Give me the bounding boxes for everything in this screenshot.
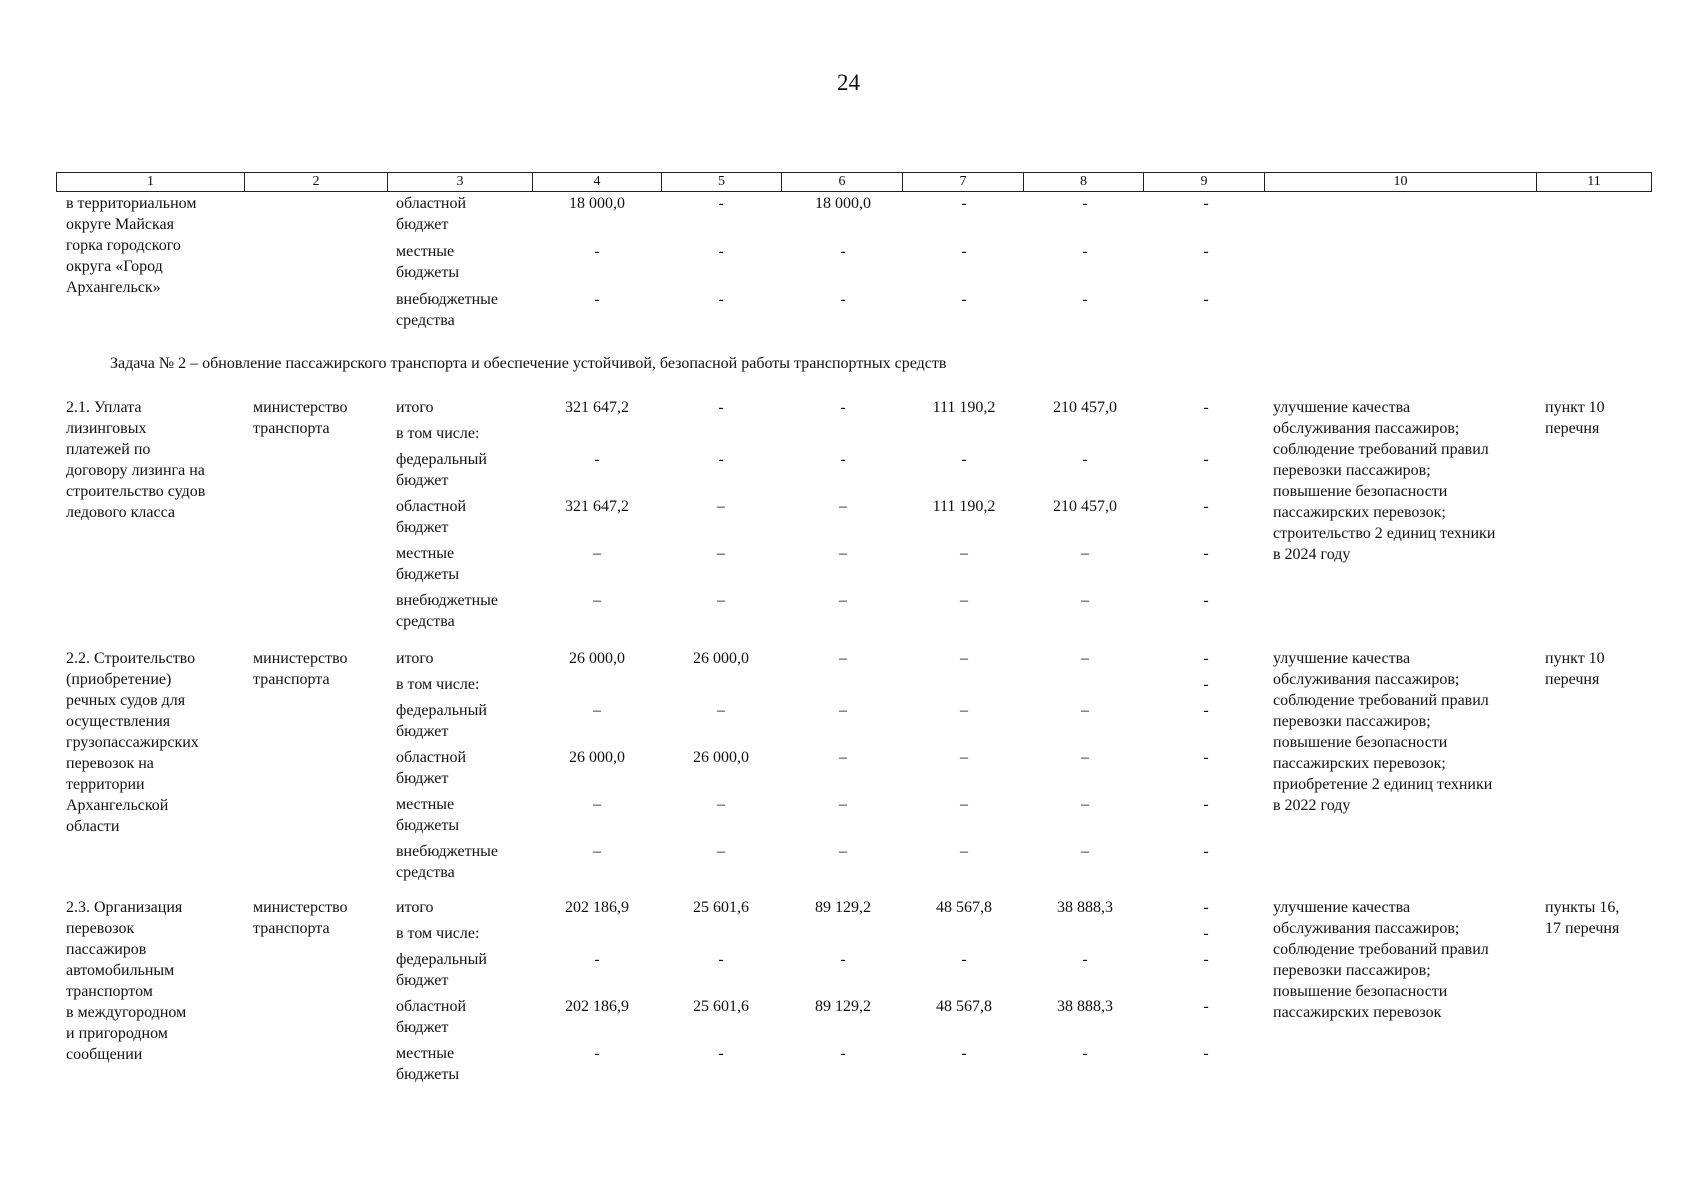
- value-cell: 18 000,0: [569, 195, 625, 212]
- value-cell: -: [1203, 498, 1209, 515]
- value-cell: –: [960, 592, 968, 609]
- measure-name: строительство судов: [66, 483, 206, 500]
- value-cell: -: [1203, 650, 1209, 667]
- value-cell: 321 647,2: [565, 399, 629, 416]
- measure-name: перевозок на: [66, 755, 154, 772]
- funding-source-label: федеральный: [396, 702, 487, 719]
- value-cell: -: [961, 195, 967, 212]
- measure-name: Архангельск»: [66, 279, 161, 296]
- value-cell: –: [839, 749, 847, 766]
- value-cell: -: [1203, 702, 1209, 719]
- value-cell: -: [1203, 951, 1209, 968]
- value-cell: –: [1081, 749, 1089, 766]
- executor: транспорта: [253, 420, 330, 437]
- value-cell: -: [840, 451, 846, 468]
- value-cell: 38 888,3: [1057, 899, 1113, 916]
- measure-name: пассажиров: [66, 941, 147, 958]
- measure-name: платежей по: [66, 441, 151, 458]
- value-cell: -: [594, 951, 600, 968]
- reference: перечня: [1545, 420, 1600, 437]
- funding-source-label: местные: [396, 243, 455, 260]
- value-cell: -: [1082, 951, 1088, 968]
- value-cell: 26 000,0: [693, 749, 749, 766]
- column-number: 3: [388, 173, 533, 192]
- value-cell: –: [839, 843, 847, 860]
- value-cell: 321 647,2: [565, 498, 629, 515]
- measure-name: и пригородном: [66, 1025, 168, 1042]
- reference: 17 перечня: [1545, 920, 1620, 937]
- value-cell: –: [593, 702, 601, 719]
- funding-source-label: бюджеты: [396, 817, 460, 834]
- funding-source-label: внебюджетные: [396, 843, 498, 860]
- measure-name: договору лизинга на: [66, 462, 205, 479]
- expected-result: приобретение 2 единиц техники: [1273, 776, 1493, 793]
- measure-name: речных судов для: [66, 692, 186, 709]
- value-cell: -: [961, 951, 967, 968]
- value-cell: –: [593, 796, 601, 813]
- value-cell: 18 000,0: [815, 195, 871, 212]
- value-cell: -: [594, 451, 600, 468]
- value-cell: 89 129,2: [815, 899, 871, 916]
- value-cell: -: [1203, 1045, 1209, 1062]
- value-cell: -: [594, 291, 600, 308]
- funding-source-label: бюджет: [396, 216, 449, 233]
- value-cell: –: [593, 592, 601, 609]
- measure-name: грузопассажирских: [66, 734, 199, 751]
- value-cell: -: [840, 1045, 846, 1062]
- expected-result: перевозки пассажиров;: [1273, 462, 1431, 479]
- measure-name: округе Майская: [66, 216, 174, 233]
- value-cell: 89 129,2: [815, 998, 871, 1015]
- measure-name: 2.3. Организация: [66, 899, 183, 916]
- measure-name: сообщении: [66, 1046, 143, 1063]
- funding-source-label: в том числе:: [396, 925, 480, 942]
- funding-source-label: областной: [396, 195, 467, 212]
- measure-name: области: [66, 818, 120, 835]
- expected-result: пассажирских перевозок;: [1273, 755, 1446, 772]
- expected-result: пассажирских перевозок;: [1273, 504, 1446, 521]
- value-cell: –: [717, 796, 725, 813]
- value-cell: -: [1082, 1045, 1088, 1062]
- value-cell: –: [960, 702, 968, 719]
- funding-source-label: средства: [396, 864, 455, 881]
- measure-name: горка городского: [66, 237, 181, 254]
- value-cell: 210 457,0: [1053, 498, 1117, 515]
- expected-result: в 2024 году: [1273, 546, 1351, 563]
- value-cell: -: [1203, 195, 1209, 212]
- value-cell: 202 186,9: [565, 998, 629, 1015]
- expected-result: повышение безопасности: [1273, 734, 1448, 751]
- value-cell: 25 601,6: [693, 899, 749, 916]
- value-cell: –: [839, 650, 847, 667]
- value-cell: -: [1203, 676, 1209, 693]
- value-cell: -: [840, 291, 846, 308]
- measure-name: округа «Город: [66, 258, 163, 275]
- value-cell: -: [718, 1045, 724, 1062]
- value-cell: –: [960, 545, 968, 562]
- value-cell: -: [1082, 291, 1088, 308]
- measure-name: перевозок: [66, 920, 135, 937]
- expected-result: соблюдение требований правил: [1273, 692, 1489, 709]
- funding-source-label: бюджеты: [396, 566, 460, 583]
- value-cell: -: [961, 291, 967, 308]
- value-cell: -: [718, 195, 724, 212]
- value-cell: -: [1203, 998, 1209, 1015]
- column-number: 9: [1144, 173, 1265, 192]
- reference: пункт 10: [1545, 650, 1605, 667]
- value-cell: -: [718, 951, 724, 968]
- value-cell: –: [717, 498, 725, 515]
- value-cell: 111 190,2: [932, 399, 996, 416]
- value-cell: 26 000,0: [569, 650, 625, 667]
- value-cell: -: [840, 951, 846, 968]
- value-cell: -: [1203, 291, 1209, 308]
- value-cell: –: [1081, 702, 1089, 719]
- column-number: 1: [57, 173, 245, 192]
- funding-source-label: внебюджетные: [396, 291, 498, 308]
- measure-name: 2.2. Строительство: [66, 650, 196, 667]
- expected-result: обслуживания пассажиров;: [1273, 671, 1460, 688]
- funding-source-label: федеральный: [396, 951, 487, 968]
- value-cell: -: [1082, 195, 1088, 212]
- funding-source-label: в том числе:: [396, 425, 480, 442]
- expected-result: улучшение качества: [1273, 399, 1411, 416]
- column-number: 4: [533, 173, 662, 192]
- funding-source-label: в том числе:: [396, 676, 480, 693]
- funding-source-label: бюджеты: [396, 264, 460, 281]
- expected-result: соблюдение требований правил: [1273, 941, 1489, 958]
- value-cell: -: [1203, 243, 1209, 260]
- expected-result: перевозки пассажиров;: [1273, 713, 1431, 730]
- funding-source-label: местные: [396, 796, 455, 813]
- executor: министерство: [253, 650, 348, 667]
- expected-result: строительство 2 единиц техники: [1273, 525, 1496, 542]
- value-cell: –: [839, 545, 847, 562]
- page-number: 24: [837, 70, 860, 95]
- value-cell: -: [1203, 796, 1209, 813]
- value-cell: -: [718, 451, 724, 468]
- value-cell: 48 567,8: [936, 998, 992, 1015]
- measure-name: автомобильным: [66, 962, 175, 979]
- value-cell: -: [594, 1045, 600, 1062]
- value-cell: –: [839, 796, 847, 813]
- column-number: 10: [1265, 173, 1537, 192]
- funding-source-label: местные: [396, 545, 455, 562]
- value-cell: -: [1203, 925, 1209, 942]
- value-cell: 26 000,0: [569, 749, 625, 766]
- funding-source-label: итого: [396, 399, 434, 416]
- value-cell: -: [1203, 843, 1209, 860]
- value-cell: –: [960, 843, 968, 860]
- funding-source-label: средства: [396, 613, 455, 630]
- funding-source-label: областной: [396, 498, 467, 515]
- executor: транспорта: [253, 671, 330, 688]
- funding-source-label: бюджет: [396, 770, 449, 787]
- measure-name: Архангельской: [66, 797, 169, 814]
- value-cell: –: [1081, 650, 1089, 667]
- value-cell: -: [1082, 243, 1088, 260]
- column-number: 2: [245, 173, 388, 192]
- value-cell: -: [1203, 545, 1209, 562]
- funding-source-label: бюджет: [396, 1019, 449, 1036]
- value-cell: 25 601,6: [693, 998, 749, 1015]
- value-cell: –: [593, 843, 601, 860]
- executor: транспорта: [253, 920, 330, 937]
- value-cell: -: [1203, 399, 1209, 416]
- value-cell: –: [717, 545, 725, 562]
- expected-result: обслуживания пассажиров;: [1273, 420, 1460, 437]
- value-cell: -: [718, 243, 724, 260]
- value-cell: -: [1203, 749, 1209, 766]
- value-cell: -: [840, 243, 846, 260]
- funding-source-label: итого: [396, 899, 434, 916]
- reference: перечня: [1545, 671, 1600, 688]
- value-cell: -: [961, 1045, 967, 1062]
- measure-name: (приобретение): [66, 671, 172, 688]
- value-cell: –: [717, 702, 725, 719]
- value-cell: -: [1203, 451, 1209, 468]
- value-cell: 210 457,0: [1053, 399, 1117, 416]
- column-number: 8: [1024, 173, 1144, 192]
- expected-result: перевозки пассажиров;: [1273, 962, 1431, 979]
- value-cell: –: [593, 545, 601, 562]
- reference: пункт 10: [1545, 399, 1605, 416]
- column-number: 5: [662, 173, 782, 192]
- value-cell: –: [839, 498, 847, 515]
- value-cell: 38 888,3: [1057, 998, 1113, 1015]
- measure-name: транспортом: [66, 983, 153, 1000]
- task-heading: Задача № 2 – обновление пассажирского транспорта и обеспечение устойчивой, безопасной работы транспортных средств: [110, 355, 947, 372]
- funding-source-label: бюджет: [396, 519, 449, 536]
- value-cell: 111 190,2: [932, 498, 996, 515]
- value-cell: -: [961, 451, 967, 468]
- executor: министерство: [253, 899, 348, 916]
- value-cell: –: [839, 702, 847, 719]
- value-cell: -: [1203, 899, 1209, 916]
- value-cell: -: [718, 399, 724, 416]
- value-cell: 202 186,9: [565, 899, 629, 916]
- expected-result: пассажирских перевозок: [1273, 1004, 1442, 1021]
- funding-source-label: областной: [396, 998, 467, 1015]
- value-cell: -: [718, 291, 724, 308]
- funding-source-label: внебюджетные: [396, 592, 498, 609]
- expected-result: повышение безопасности: [1273, 483, 1448, 500]
- value-cell: -: [840, 399, 846, 416]
- funding-source-label: бюджеты: [396, 1066, 460, 1083]
- measure-name: территории: [66, 776, 145, 793]
- expected-result: повышение безопасности: [1273, 983, 1448, 1000]
- measure-name: лизинговых: [66, 420, 147, 437]
- value-cell: –: [1081, 796, 1089, 813]
- funding-source-label: бюджет: [396, 972, 449, 989]
- value-cell: -: [594, 243, 600, 260]
- measure-name: 2.1. Уплата: [66, 399, 142, 416]
- value-cell: -: [1203, 592, 1209, 609]
- funding-source-label: местные: [396, 1045, 455, 1062]
- value-cell: –: [1081, 545, 1089, 562]
- value-cell: 48 567,8: [936, 899, 992, 916]
- expected-result: улучшение качества: [1273, 899, 1411, 916]
- value-cell: –: [717, 843, 725, 860]
- column-number-header: [56, 172, 1652, 192]
- value-cell: 26 000,0: [693, 650, 749, 667]
- reference: пункты 16,: [1545, 899, 1620, 916]
- value-cell: -: [1082, 451, 1088, 468]
- column-number: 6: [782, 173, 903, 192]
- funding-source-label: федеральный: [396, 451, 487, 468]
- funding-source-label: итого: [396, 650, 434, 667]
- funding-source-label: областной: [396, 749, 467, 766]
- expected-result: соблюдение требований правил: [1273, 441, 1489, 458]
- value-cell: –: [717, 592, 725, 609]
- value-cell: –: [1081, 843, 1089, 860]
- value-cell: –: [1081, 592, 1089, 609]
- value-cell: –: [839, 592, 847, 609]
- executor: министерство: [253, 399, 348, 416]
- column-number: 7: [903, 173, 1024, 192]
- measure-name: осуществления: [66, 713, 171, 730]
- expected-result: в 2022 году: [1273, 797, 1351, 814]
- expected-result: улучшение качества: [1273, 650, 1411, 667]
- measure-name: в междугородном: [66, 1004, 187, 1021]
- measure-name: в территориальном: [66, 195, 197, 212]
- measure-name: ледового класса: [66, 504, 175, 521]
- value-cell: –: [960, 796, 968, 813]
- value-cell: -: [961, 243, 967, 260]
- funding-source-label: средства: [396, 312, 455, 329]
- funding-source-label: бюджет: [396, 723, 449, 740]
- funding-source-label: бюджет: [396, 472, 449, 489]
- expected-result: обслуживания пассажиров;: [1273, 920, 1460, 937]
- value-cell: –: [960, 749, 968, 766]
- column-number: 11: [1537, 173, 1652, 192]
- value-cell: –: [960, 650, 968, 667]
